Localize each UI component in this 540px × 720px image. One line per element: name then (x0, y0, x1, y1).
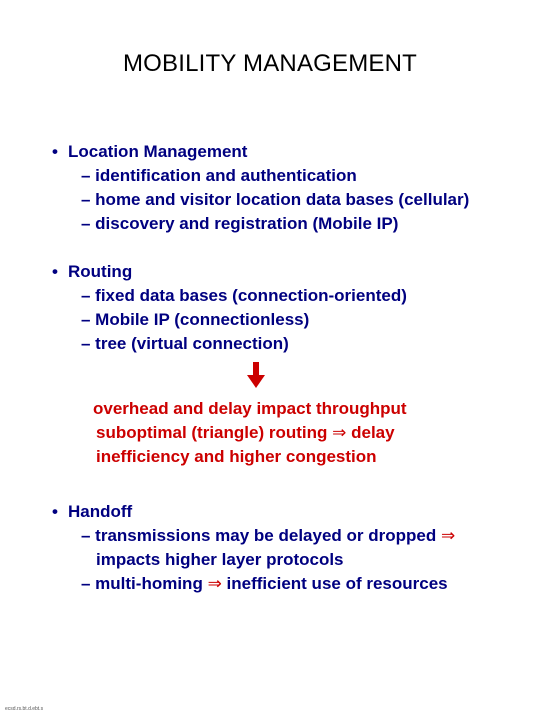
bullet-heading-handoff (52, 500, 522, 524)
list-item-text: inefficient use of resources (226, 574, 448, 593)
list-item-text: – multi-homing (81, 574, 203, 593)
list-item: – discovery and registration (Mobile IP) (81, 214, 399, 233)
bullet-icon: • (52, 502, 58, 521)
footer-text: ecsd.rs.bt.d.ebt.s (5, 706, 44, 712)
page-title: MOBILITY MANAGEMENT (122, 50, 418, 77)
down-arrow-icon (247, 362, 265, 388)
section-handoff (52, 500, 522, 596)
section-routing (52, 260, 522, 356)
implies-arrow-icon: ⇒ (440, 526, 456, 546)
consequence-line (93, 421, 513, 445)
routing-consequences (93, 397, 513, 469)
implies-arrow-icon: ⇒ (332, 423, 347, 443)
heading-text: Handoff (68, 502, 133, 521)
bullet-heading-routing (52, 260, 522, 284)
implies-arrow-icon: ⇒ (207, 574, 222, 594)
list-item: – tree (virtual connection) (81, 334, 289, 353)
list-item-text: – transmissions may be delayed or dropped (81, 526, 437, 545)
bullet-icon: • (52, 142, 58, 161)
list-item: – home and visitor location data bases (cellular) (81, 190, 470, 209)
list-item-continuation: impacts higher layer protocols (96, 550, 344, 569)
list-item: – identification and authentication (81, 166, 357, 185)
consequence-text: suboptimal (triangle) routing (96, 423, 328, 442)
heading-text: Location Management (68, 142, 248, 161)
heading-text: Routing (68, 262, 133, 281)
bullet-icon: • (52, 262, 58, 281)
section-location-management (52, 140, 522, 236)
consequence-text: delay (351, 423, 395, 442)
list-item: – Mobile IP (connectionless) (81, 310, 310, 329)
list-item (52, 572, 522, 596)
bullet-heading-location (52, 140, 522, 164)
list-item (52, 524, 522, 548)
consequence-line: overhead and delay impact throughput (93, 399, 407, 418)
consequence-line: inefficiency and higher congestion (96, 447, 377, 466)
list-item: – fixed data bases (connection-oriented) (81, 286, 407, 305)
